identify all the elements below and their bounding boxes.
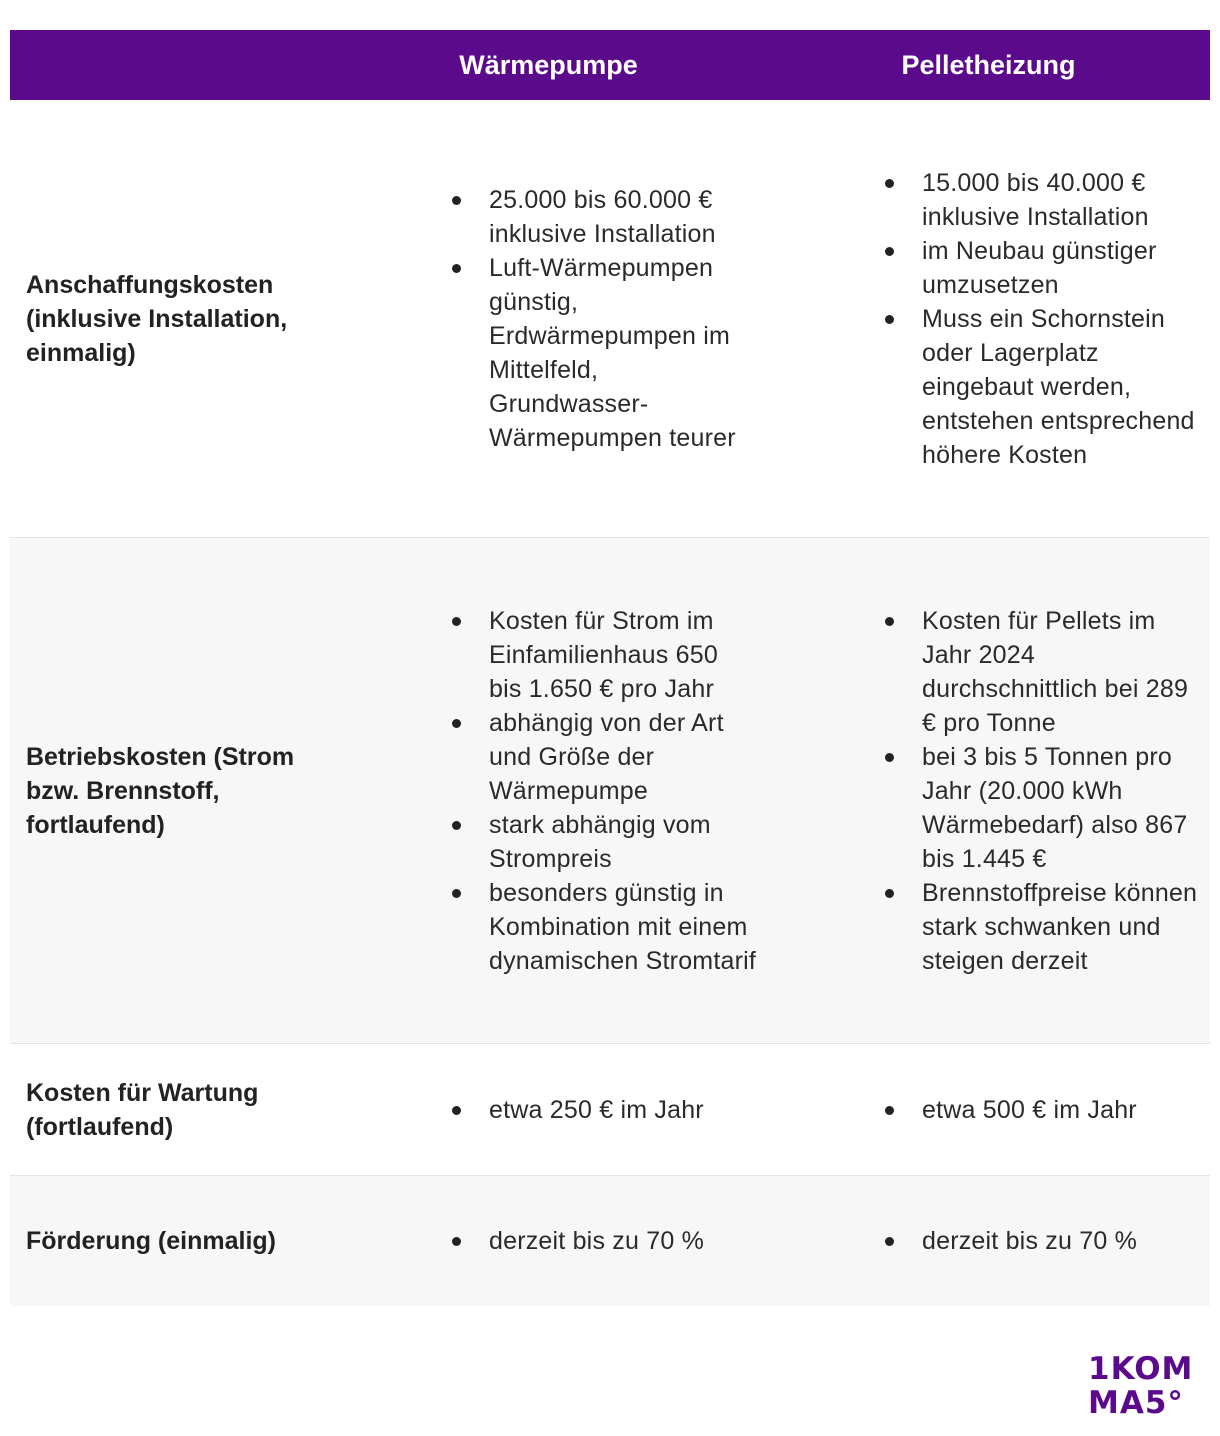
heat-pump-cell — [330, 1093, 767, 1127]
list-item: besonders günstig in Kombination mit einem dynamischen Stromtarif — [452, 876, 757, 978]
list-item: etwa 250 € im Jahr — [452, 1093, 757, 1127]
table-row-acquisition-costs — [10, 100, 1210, 538]
row-label: Betriebskosten (Strom bzw. Brennstoff, fortlaufend) — [26, 742, 295, 839]
header-heat-pump: Wärmepumpe — [459, 49, 638, 80]
pellet-cell — [767, 1224, 1210, 1258]
list-item: stark abhängig vom Strompreis — [452, 808, 757, 876]
pellet-cell — [767, 166, 1210, 472]
row-label: Förderung (einmalig) — [26, 1227, 276, 1255]
bullet-list — [885, 1224, 1200, 1258]
list-item: Brennstoffpreise können stark schwanken und steigen derzeit — [885, 876, 1200, 978]
row-label: Anschaffungskosten (inklusive Installation, einmalig) — [26, 270, 288, 367]
list-item: 15.000 bis 40.000 € inklusive Installation — [885, 166, 1200, 234]
pellet-cell — [767, 1093, 1210, 1127]
list-item: etwa 500 € im Jahr — [885, 1093, 1200, 1127]
logo-line-2: MA5° — [1088, 1385, 1184, 1421]
table-row-maintenance-costs — [10, 1044, 1210, 1176]
comparison-table — [10, 30, 1210, 1306]
bullet-list — [452, 1224, 757, 1258]
heat-pump-cell — [330, 604, 767, 978]
bullet-list — [452, 1093, 757, 1127]
list-item: derzeit bis zu 70 % — [452, 1224, 757, 1258]
list-item: Muss ein Schornstein oder Lagerplatz eingebaut werden, entstehen entsprechend höhere Kosten — [885, 302, 1200, 472]
list-item: derzeit bis zu 70 % — [885, 1224, 1200, 1258]
heat-pump-cell — [330, 1224, 767, 1258]
pellet-cell — [767, 604, 1210, 978]
heat-pump-cell — [330, 183, 767, 455]
list-item: abhängig von der Art und Größe der Wärmepumpe — [452, 706, 757, 808]
list-item: bei 3 bis 5 Tonnen pro Jahr (20.000 kWh Wärmebedarf) also 867 bis 1.445 € — [885, 740, 1200, 876]
row-label: Kosten für Wartung (fortlaufend) — [26, 1078, 259, 1141]
list-item: im Neubau günstiger umzusetzen — [885, 234, 1200, 302]
brand-logo — [1088, 1352, 1208, 1420]
list-item: Kosten für Strom im Einfamilienhaus 650 bis 1.650 € pro Jahr — [452, 604, 757, 706]
bullet-list — [452, 604, 757, 978]
list-item: Luft-Wärmepumpen günstig, Erdwärmepumpen im Mittelfeld, Grundwasser-Wärmepumpen teurer — [452, 251, 757, 455]
bullet-list — [885, 604, 1200, 978]
table-header — [10, 30, 1210, 100]
logo-line-1: 1KOM — [1088, 1351, 1194, 1387]
list-item: Kosten für Pellets im Jahr 2024 durchschnittlich bei 289 € pro Tonne — [885, 604, 1200, 740]
bullet-list — [452, 183, 757, 455]
bullet-list — [885, 1093, 1200, 1127]
list-item: 25.000 bis 60.000 € inklusive Installation — [452, 183, 757, 251]
header-pellet-heating: Pelletheizung — [901, 49, 1076, 80]
table-row-funding — [10, 1176, 1210, 1306]
table-row-operating-costs — [10, 538, 1210, 1044]
bullet-list — [885, 166, 1200, 472]
